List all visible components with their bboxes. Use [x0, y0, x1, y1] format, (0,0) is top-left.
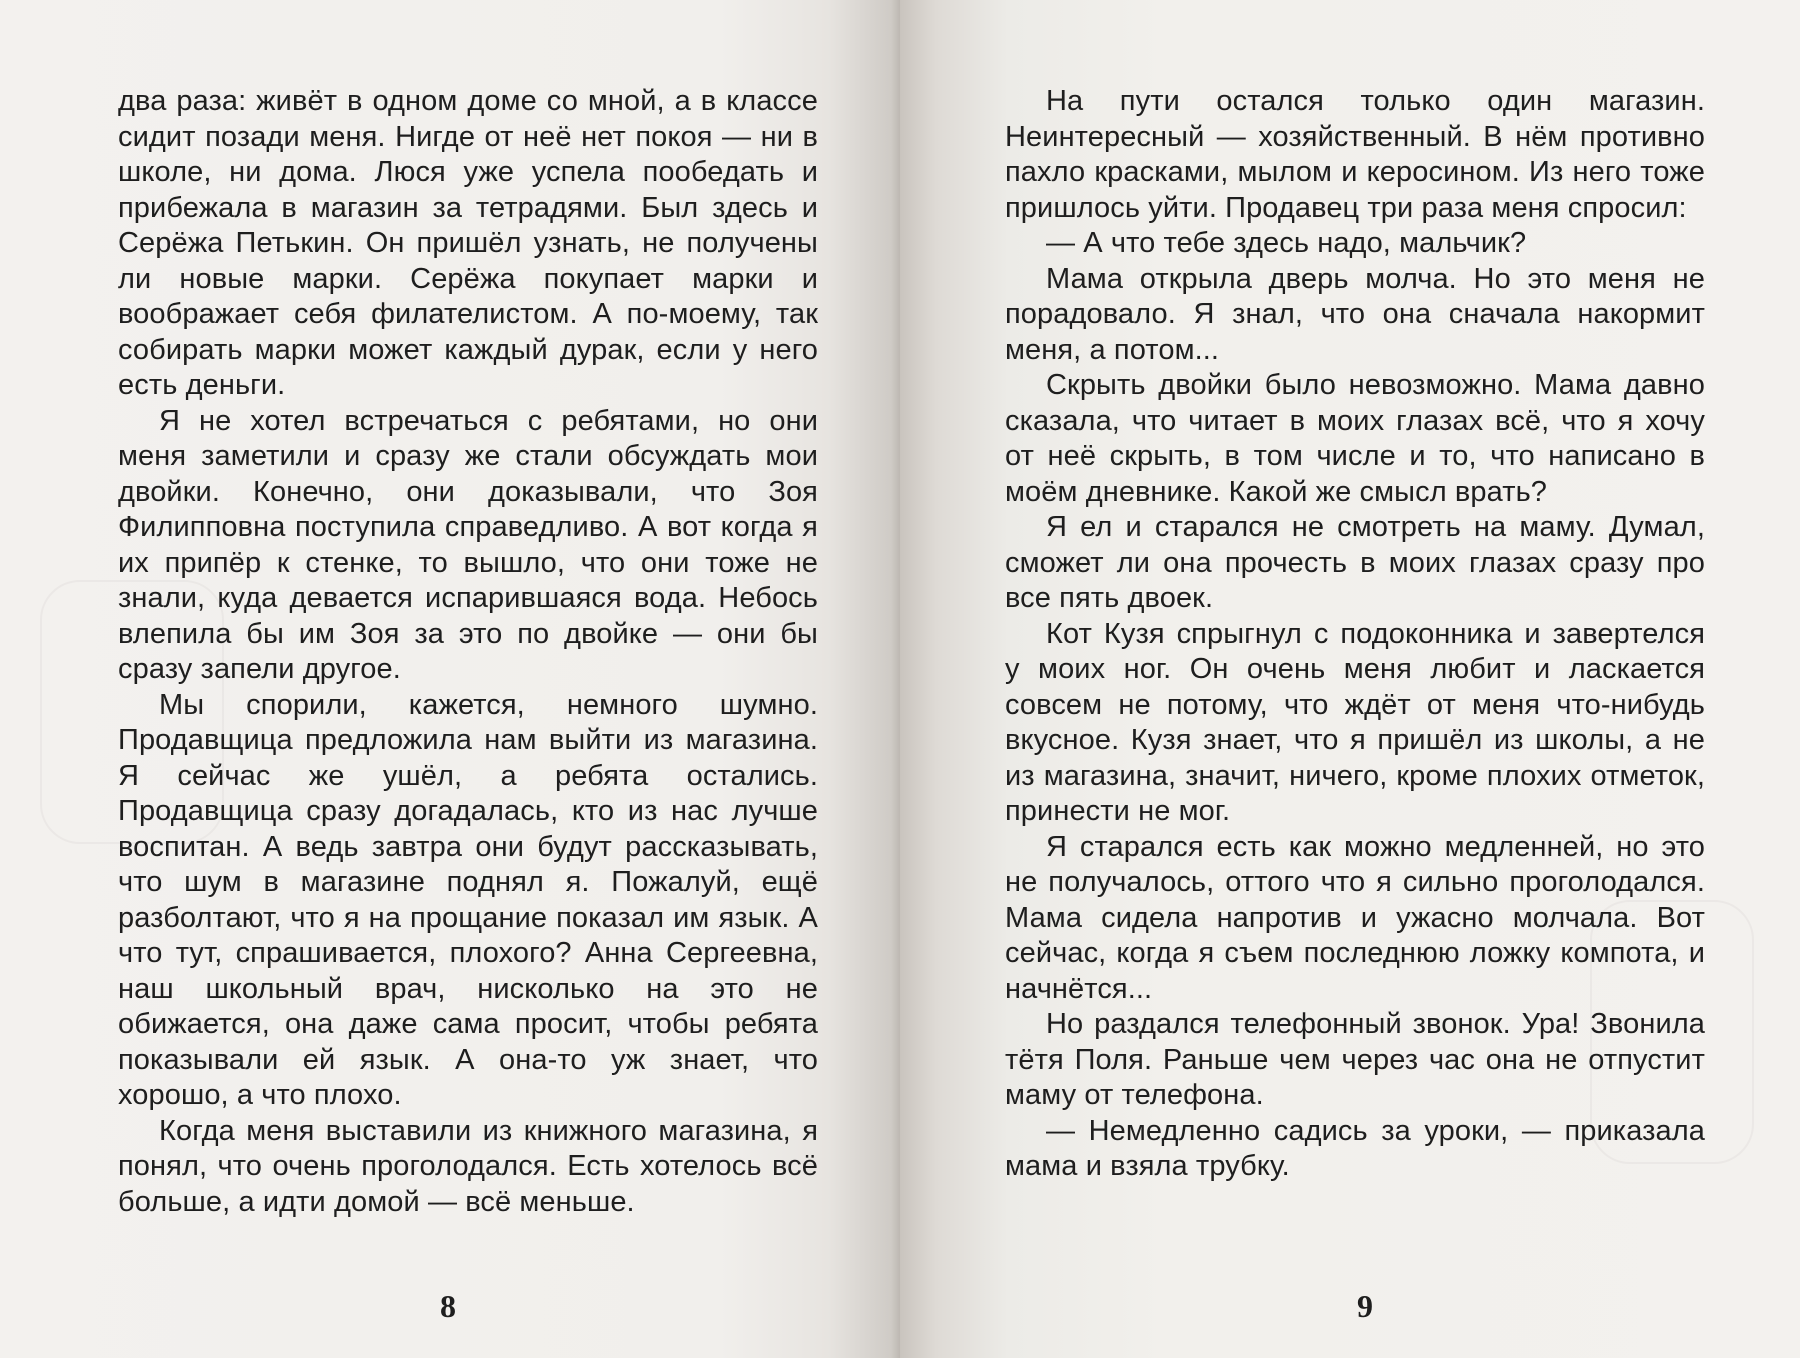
- paragraph: Я старался есть как можно медленней, но это не получалось, оттого что я сильно проголодался. Мама сидела напротив и ужасно молчала. Вот сейчас, когда я съем последнюю ложку компота, и начнётся...: [1005, 830, 1705, 1005]
- paragraph: Мама открыла дверь молча. Но это меня не порадовало. Я знал, что она сначала накормит меня, а потом...: [1005, 262, 1705, 366]
- paragraph: Когда меня выставили из книжного магазина, я понял, что очень проголодался. Есть хотелось всё больше, а идти домой — всё меньше.: [118, 1114, 818, 1218]
- right-page: [900, 0, 1800, 1358]
- paragraph: Я ел и старался не смотреть на маму. Думал, сможет ли она прочесть в моих глазах сразу про все пять двоек.: [1005, 511, 1705, 614]
- paragraph: — А что тебе здесь надо, мальчик?: [1046, 227, 1527, 259]
- right-page-text: [1005, 84, 1705, 1185]
- page-number: 9: [1357, 1288, 1373, 1324]
- left-page-text: [118, 84, 818, 1220]
- paragraph: Мы спорили, кажется, немного шумно. Продавщица предложила нам выйти из магазина. Я сейчас же ушёл, а ребята остались. Продавщица сразу догадалась, кто из нас лучше воспитан. А ведь завтра они будут рассказывать, что шум в магазине поднял я. Пожалуй, ещё разболтают, что я на прощание показал им язык. А что тут, спрашивается, плохого? Анна Сергеевна, наш школьный врач, нисколько на это не обижается, она даже сама просит, чтобы ребята показывали ей язык. А она-то уж знает, что хорошо, а что плохо.: [118, 688, 818, 1111]
- page-number: 8: [440, 1288, 456, 1324]
- paragraph: — Немедленно садись за уроки, — приказала мама и взяла трубку.: [1005, 1114, 1705, 1182]
- paragraph: Скрыть двойки было невозможно. Мама давно сказала, что читает в моих глазах всё, что я хочу от неё скрыть, в том числе и то, что написано в моём дневнике. Какой же смысл врать?: [1005, 369, 1705, 508]
- paragraph: Я не хотел встречаться с ребятами, но они меня заметили и сразу же стали обсуждать мои двойки. Конечно, они доказывали, что Зоя Филипповна поступила справедливо. А вот когда я их припёр к стенке, то вышло, что они тоже не знали, куда девается испарившаяся вода. Небось влепила бы им Зоя за это по двойке — они бы сразу запели другое.: [118, 404, 818, 685]
- paragraph: Кот Кузя спрыгнул с подоконника и завертелся у моих ног. Он очень меня любит и ласкается совсем не потому, что ждёт от меня что-нибудь вкусное. Кузя знает, что я пришёл из школы, а не из магазина, значит, ничего, кроме плохих отметок, принести не мог.: [1005, 617, 1705, 827]
- paragraph: два раза: живёт в одном доме со мной, а в классе сидит позади меня. Нигде от неё нет покоя — ни в школе, ни дома. Люся уже успела пообедать и прибежала в магазин за тетрадями. Был здесь и Серёжа Петькин. Он пришёл узнать, не получены ли новые марки. Серёжа покупает марки и воображает себя филателистом. А по-моему, так собирать марки может каждый дурак, если у него есть деньги.: [118, 85, 818, 401]
- paragraph: Но раздался телефонный звонок. Ура! Звонила тётя Поля. Раньше чем через час она не отпустит маму от телефона.: [1005, 1008, 1705, 1111]
- paragraph: На пути остался только один магазин. Неинтересный — хозяйственный. В нём противно пахло красками, мылом и керосином. Из него тоже пришлось уйти. Продавец три раза меня спросил:: [1005, 85, 1705, 224]
